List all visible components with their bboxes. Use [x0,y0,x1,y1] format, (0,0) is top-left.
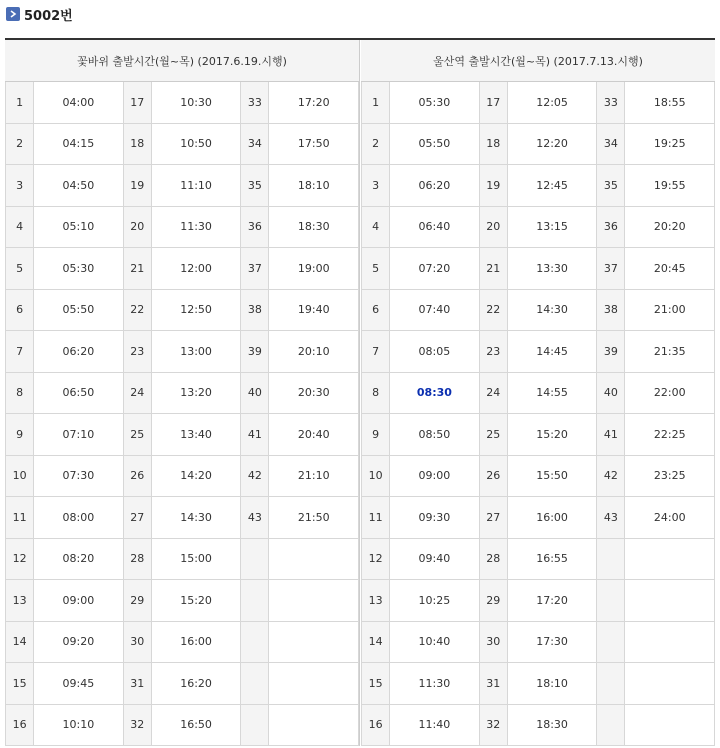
table-row [6,289,359,331]
row-number: 42 [241,455,269,497]
departure-time: 21:50 [269,497,359,539]
row-number: 36 [597,206,625,248]
table-row [6,538,359,580]
row-number: 15 [6,663,34,705]
departure-time: 10:10 [34,704,124,746]
row-number: 12 [6,538,34,580]
row-number: 25 [123,414,151,456]
departure-time: 19:40 [269,289,359,331]
departure-time: 07:10 [34,414,124,456]
departure-time: 20:45 [625,248,715,290]
departure-time [625,704,715,746]
right-timetable [361,40,715,746]
row-number: 19 [123,165,151,207]
row-number: 43 [241,497,269,539]
table-row [6,206,359,248]
row-number [241,538,269,580]
departure-time: 18:30 [507,704,597,746]
departure-time [625,621,715,663]
departure-time: 13:40 [151,414,241,456]
row-number: 14 [362,621,390,663]
row-number: 2 [362,123,390,165]
departure-time: 15:20 [151,580,241,622]
departure-time: 16:00 [507,497,597,539]
table-row [6,663,359,705]
departure-time: 08:30 [390,372,480,414]
row-number: 13 [6,580,34,622]
row-number: 31 [123,663,151,705]
table-row [6,248,359,290]
departure-time: 19:55 [625,165,715,207]
row-number: 40 [597,372,625,414]
row-number: 5 [6,248,34,290]
row-number [241,704,269,746]
departure-time [625,663,715,705]
departure-time: 08:05 [390,331,480,373]
departure-time: 13:20 [151,372,241,414]
row-number: 18 [479,123,507,165]
row-number [597,580,625,622]
departure-time: 18:30 [269,206,359,248]
departure-time: 13:15 [507,206,597,248]
table-row [6,414,359,456]
page-title: 5002번 [24,8,73,24]
row-number: 22 [123,289,151,331]
departure-time: 13:00 [151,331,241,373]
right-header: 울산역 출발시간(월~목) (2017.7.13.시행) [361,40,715,82]
departure-time: 11:30 [390,663,480,705]
departure-time: 10:40 [390,621,480,663]
row-number: 15 [362,663,390,705]
departure-time: 14:30 [507,289,597,331]
row-number: 23 [123,331,151,373]
table-row [362,123,715,165]
row-number: 22 [479,289,507,331]
departure-time: 21:35 [625,331,715,373]
departure-time: 06:20 [34,331,124,373]
table-row [362,372,715,414]
table-row [362,248,715,290]
table-row [362,497,715,539]
departure-time: 08:00 [34,497,124,539]
right-table [361,82,715,746]
departure-time: 19:25 [625,123,715,165]
row-number: 41 [241,414,269,456]
departure-time: 11:30 [151,206,241,248]
table-row [362,455,715,497]
row-number: 3 [362,165,390,207]
departure-time: 05:30 [390,82,480,123]
row-number: 1 [6,82,34,123]
table-row [6,331,359,373]
departure-time: 19:00 [269,248,359,290]
departure-time [269,621,359,663]
departure-time: 06:40 [390,206,480,248]
departure-time [269,663,359,705]
departure-time: 14:45 [507,331,597,373]
left-timetable [5,40,360,746]
departure-time: 14:20 [151,455,241,497]
departure-time: 10:25 [390,580,480,622]
table-row [6,704,359,746]
row-number: 13 [362,580,390,622]
departure-time: 09:00 [390,455,480,497]
departure-time [625,580,715,622]
row-number: 35 [241,165,269,207]
row-number: 2 [6,123,34,165]
table-row [6,497,359,539]
row-number: 30 [479,621,507,663]
row-number: 43 [597,497,625,539]
timetable-wrapper [5,38,715,748]
departure-time: 05:50 [390,123,480,165]
row-number: 7 [362,331,390,373]
row-number: 33 [597,82,625,123]
departure-time: 22:25 [625,414,715,456]
row-number: 17 [123,82,151,123]
departure-time: 20:40 [269,414,359,456]
row-number: 26 [123,455,151,497]
table-row [362,621,715,663]
row-number: 32 [123,704,151,746]
departure-time: 09:40 [390,538,480,580]
row-number: 39 [597,331,625,373]
row-number: 25 [479,414,507,456]
row-number: 9 [362,414,390,456]
row-number: 20 [479,206,507,248]
departure-time: 16:50 [151,704,241,746]
row-number: 16 [6,704,34,746]
departure-time: 18:55 [625,82,715,123]
row-number: 10 [362,455,390,497]
departure-time [269,538,359,580]
row-number: 19 [479,165,507,207]
row-number: 28 [479,538,507,580]
row-number: 3 [6,165,34,207]
departure-time: 05:50 [34,289,124,331]
row-number: 14 [6,621,34,663]
row-number: 31 [479,663,507,705]
departure-time: 11:40 [390,704,480,746]
row-number: 39 [241,331,269,373]
row-number [241,663,269,705]
row-number [597,704,625,746]
departure-time: 09:00 [34,580,124,622]
departure-time: 24:00 [625,497,715,539]
row-number: 24 [123,372,151,414]
table-row [362,331,715,373]
row-number: 21 [479,248,507,290]
departure-time: 13:30 [507,248,597,290]
departure-time: 20:30 [269,372,359,414]
departure-time: 17:50 [269,123,359,165]
departure-time: 09:30 [390,497,480,539]
row-number: 23 [479,331,507,373]
row-number [241,580,269,622]
row-number: 37 [241,248,269,290]
row-number: 11 [362,497,390,539]
departure-time: 07:30 [34,455,124,497]
row-number: 16 [362,704,390,746]
row-number: 8 [362,372,390,414]
departure-time: 08:20 [34,538,124,580]
row-number: 17 [479,82,507,123]
row-number [597,538,625,580]
table-row [6,455,359,497]
departure-time: 18:10 [507,663,597,705]
row-number: 26 [479,455,507,497]
table-row [362,580,715,622]
row-number: 9 [6,414,34,456]
departure-time: 17:20 [507,580,597,622]
row-number: 4 [6,206,34,248]
table-row [362,82,715,123]
departure-time: 12:50 [151,289,241,331]
table-row [6,580,359,622]
table-row [6,165,359,207]
row-number: 33 [241,82,269,123]
row-number: 4 [362,206,390,248]
row-number [597,663,625,705]
departure-time: 23:25 [625,455,715,497]
chevron-right-icon [6,7,20,21]
row-number: 5 [362,248,390,290]
row-number: 28 [123,538,151,580]
departure-time: 11:10 [151,165,241,207]
departure-time: 14:30 [151,497,241,539]
departure-time: 17:30 [507,621,597,663]
departure-time: 10:30 [151,82,241,123]
row-number: 6 [6,289,34,331]
departure-time: 15:00 [151,538,241,580]
departure-time: 14:55 [507,372,597,414]
departure-time: 12:20 [507,123,597,165]
row-number: 30 [123,621,151,663]
row-number: 21 [123,248,151,290]
departure-time: 12:05 [507,82,597,123]
departure-time: 07:20 [390,248,480,290]
row-number: 18 [123,123,151,165]
row-number: 38 [241,289,269,331]
row-number: 38 [597,289,625,331]
row-number: 8 [6,372,34,414]
row-number: 27 [479,497,507,539]
row-number: 29 [123,580,151,622]
departure-time: 07:40 [390,289,480,331]
row-number: 10 [6,455,34,497]
departure-time: 22:00 [625,372,715,414]
departure-time: 04:15 [34,123,124,165]
section-header [6,5,73,23]
row-number: 36 [241,206,269,248]
row-number [241,621,269,663]
table-row [6,82,359,123]
departure-time: 12:45 [507,165,597,207]
row-number: 20 [123,206,151,248]
row-number: 12 [362,538,390,580]
departure-time: 15:20 [507,414,597,456]
row-number: 1 [362,82,390,123]
table-row [6,621,359,663]
table-row [6,372,359,414]
departure-time: 05:30 [34,248,124,290]
departure-time: 21:00 [625,289,715,331]
departure-time: 04:50 [34,165,124,207]
row-number: 7 [6,331,34,373]
table-row [362,165,715,207]
departure-time: 08:50 [390,414,480,456]
table-row [362,414,715,456]
departure-time: 16:00 [151,621,241,663]
table-row [362,289,715,331]
departure-time: 12:00 [151,248,241,290]
row-number: 41 [597,414,625,456]
departure-time [269,704,359,746]
table-row [362,206,715,248]
departure-time: 18:10 [269,165,359,207]
row-number: 37 [597,248,625,290]
row-number: 34 [597,123,625,165]
departure-time: 09:45 [34,663,124,705]
departure-time [269,580,359,622]
table-row [362,538,715,580]
left-table [5,82,359,746]
row-number: 29 [479,580,507,622]
row-number: 40 [241,372,269,414]
departure-time: 20:20 [625,206,715,248]
departure-time: 06:20 [390,165,480,207]
row-number: 24 [479,372,507,414]
departure-time: 21:10 [269,455,359,497]
departure-time: 17:20 [269,82,359,123]
table-row [6,123,359,165]
departure-time: 16:55 [507,538,597,580]
departure-time: 10:50 [151,123,241,165]
departure-time: 06:50 [34,372,124,414]
row-number: 42 [597,455,625,497]
departure-time: 15:50 [507,455,597,497]
row-number [597,621,625,663]
left-header: 꽃바위 출발시간(월~목) (2017.6.19.시행) [5,40,359,82]
departure-time: 16:20 [151,663,241,705]
row-number: 34 [241,123,269,165]
table-row [362,704,715,746]
departure-time: 20:10 [269,331,359,373]
table-row [362,663,715,705]
departure-time: 09:20 [34,621,124,663]
row-number: 27 [123,497,151,539]
departure-time: 05:10 [34,206,124,248]
departure-time [625,538,715,580]
departure-time: 04:00 [34,82,124,123]
row-number: 6 [362,289,390,331]
row-number: 32 [479,704,507,746]
row-number: 35 [597,165,625,207]
row-number: 11 [6,497,34,539]
